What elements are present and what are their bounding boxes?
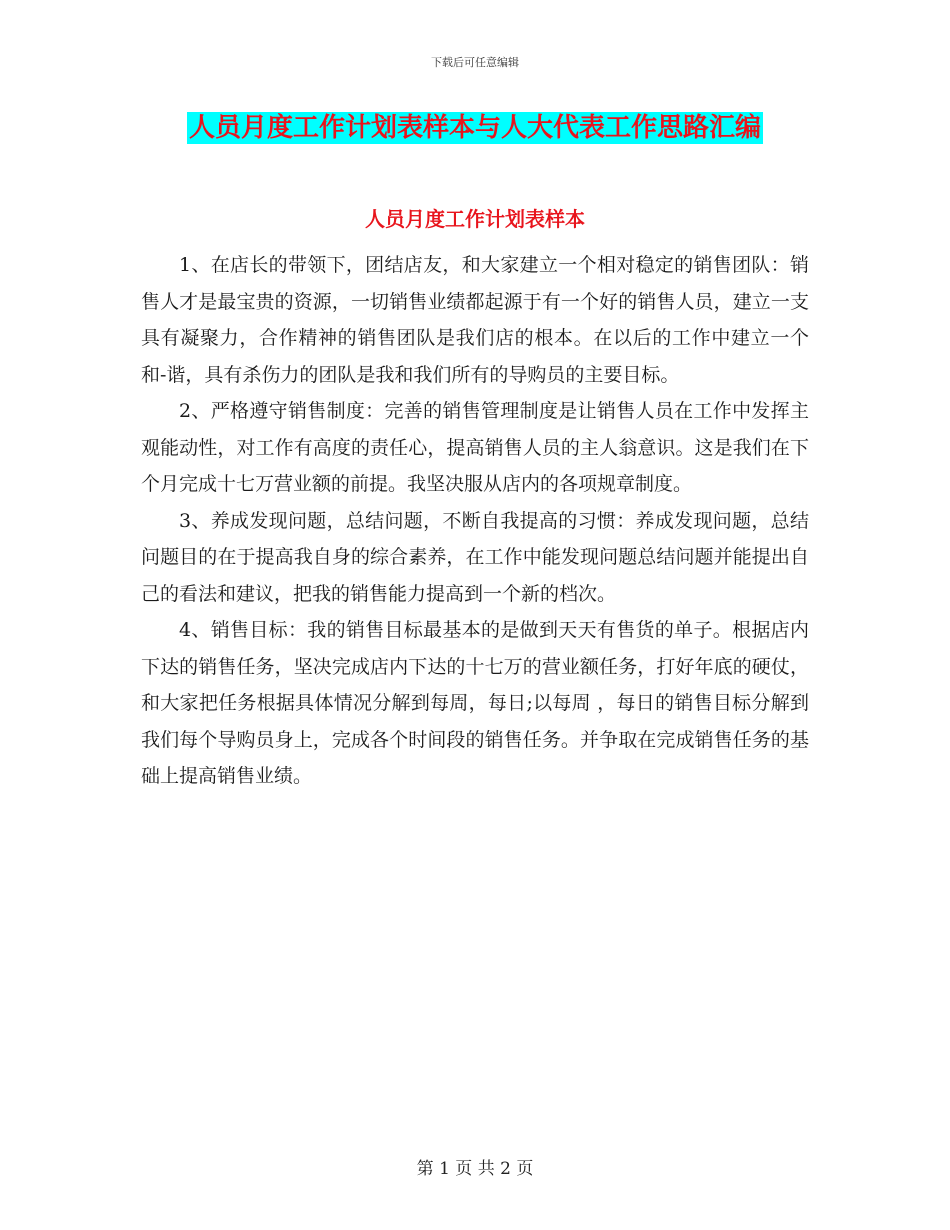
paragraph-1: 1、在店长的带领下，团结店友，和大家建立一个相对稳定的销售团队：销售人才是最宝贵的资源，一切销售业绩都起源于有一个好的销售人员，建立一支具有凝聚力，合作精神的销售团队是我们店的根本。在以后的工作中建立一个和-谐，具有杀伤力的团队是我和我们所有的导购员的主要目标。 xyxy=(141,254,809,386)
document-title: 人员月度工作计划表样本与人大代表工作思路汇编 xyxy=(188,113,761,143)
paragraph-4: 4、销售目标：我的销售目标最基本的是做到天天有售货的单子。根据店内下达的销售任务，坚决完成店内下达的十七万的营业额任务，打好年底的硬仗，和大家把任务根据具体情况分解到每周，每日;以每周 ，每日的销售目标分解到我们每个导购员身上，完成各个时间段的销售任务。并争取在完成销售任务的基础上提高销售业绩。 xyxy=(141,619,809,787)
header-note: 下载后可任意编辑 xyxy=(431,56,519,69)
document-body xyxy=(141,247,809,795)
document-title-wrapper xyxy=(0,112,950,144)
paragraph-3: 3、养成发现问题，总结问题，不断自我提高的习惯：养成发现问题，总结问题目的在于提高我自身的综合素养，在工作中能发现问题总结问题并能提出自己的看法和建议，把我的销售能力提高到一个新的档次。 xyxy=(141,509,809,605)
page-footer: 第 1 页 共 2 页 xyxy=(416,1159,534,1179)
section-title: 人员月度工作计划表样本 xyxy=(365,207,585,231)
paragraph-2: 2、严格遵守销售制度：完善的销售管理制度是让销售人员在工作中发挥主观能动性，对工作有高度的责任心，提高销售人员的主人翁意识。这是我们在下个月完成十七万营业额的前提。我坚决服从店内的各项规章制度。 xyxy=(141,400,809,495)
